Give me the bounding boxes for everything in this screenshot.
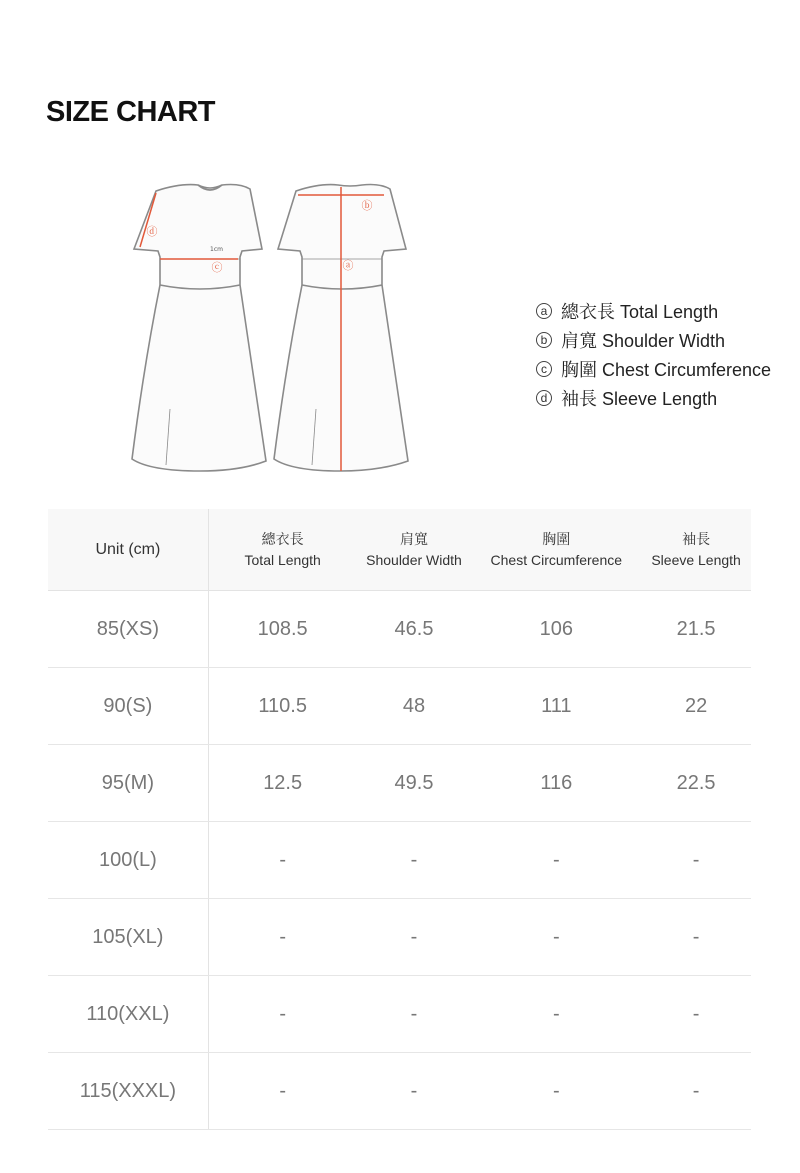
- legend-item-chest-circumference: [536, 354, 771, 383]
- total-length-cell: -: [279, 925, 286, 948]
- sleeve-length-cell: -: [692, 848, 700, 871]
- legend-mark-b: b: [536, 332, 552, 348]
- table-header-row: [48, 509, 751, 591]
- sleeve-length-cell: -: [692, 925, 700, 948]
- table-row: [48, 976, 751, 1053]
- sleeve-length-cell: 22: [684, 694, 708, 717]
- size-cell: 100(L): [48, 822, 209, 898]
- shoulder-width-cell: 48: [402, 694, 426, 717]
- mark-b-label: ⓑ: [361, 199, 373, 212]
- table-row: [48, 745, 751, 822]
- legend-item-sleeve-length: [536, 383, 771, 412]
- sleeve-length-cell: 22.5: [676, 771, 716, 794]
- measurement-legend: [536, 296, 771, 412]
- chest-circumference-cell: 106: [539, 617, 573, 640]
- column-header-en: Total Length: [244, 551, 321, 568]
- table-row: [48, 668, 751, 745]
- size-cell: 85(XS): [48, 591, 209, 667]
- sleeve-length-cell: -: [692, 1079, 700, 1102]
- mark-d-label: ⓓ: [146, 225, 158, 238]
- shoulder-width-cell: -: [410, 925, 418, 948]
- legend-mark-d: d: [536, 390, 552, 406]
- legend-item-shoulder-width: [536, 325, 771, 354]
- legend-label: 袖長 Sleeve Length: [561, 388, 718, 409]
- dress-measurement-diagram: [120, 175, 420, 480]
- sleeve-length-cell: -: [692, 1002, 700, 1025]
- size-table: [48, 509, 751, 1130]
- total-length-cell: 110.5: [258, 694, 307, 717]
- chest-circumference-cell: -: [552, 1079, 560, 1102]
- column-header-chest-circumference: [471, 509, 641, 590]
- chest-circumference-cell: 116: [540, 771, 573, 794]
- chest-circumference-cell: -: [552, 1002, 560, 1025]
- chest-circumference-cell: -: [552, 848, 560, 871]
- total-length-cell: 108.5: [257, 617, 308, 640]
- column-header-en: Shoulder Width: [366, 551, 462, 568]
- size-cell: 110(XXL): [48, 976, 209, 1052]
- column-header-shoulder-width: [357, 509, 472, 590]
- shoulder-width-cell: -: [410, 1079, 418, 1102]
- table-row: [48, 899, 751, 976]
- sleeve-length-cell: 21.5: [676, 617, 716, 640]
- page-title: SIZE CHART: [46, 96, 215, 128]
- mark-a-label: ⓐ: [342, 259, 354, 272]
- shoulder-width-cell: -: [410, 848, 418, 871]
- legend-label: 胸圍 Chest Circumference: [561, 359, 772, 380]
- size-cell: 115(XXXL): [48, 1053, 209, 1129]
- legend-label: 肩寬 Shoulder Width: [561, 330, 726, 351]
- legend-item-total-length: [536, 296, 771, 325]
- chest-circumference-cell: 111: [541, 694, 572, 717]
- legend-label: 總衣長 Total Length: [561, 301, 719, 322]
- total-length-cell: -: [279, 848, 286, 871]
- total-length-cell: -: [279, 1002, 286, 1025]
- table-row: [48, 591, 751, 668]
- column-header-en: Sleeve Length: [651, 551, 741, 568]
- size-cell: 105(XL): [48, 899, 209, 975]
- shoulder-width-cell: -: [410, 1002, 418, 1025]
- size-cell: 90(S): [48, 668, 209, 744]
- size-tag-text: 1cm: [210, 246, 223, 253]
- table-row: [48, 822, 751, 899]
- total-length-cell: 12.5: [263, 771, 303, 794]
- column-header-zh: 總衣長: [261, 530, 304, 547]
- legend-mark-c: c: [536, 361, 552, 377]
- table-row: [48, 1053, 751, 1130]
- legend-mark-a: a: [536, 303, 552, 319]
- column-header-sleeve-length: [641, 509, 751, 590]
- unit-header: Unit (cm): [48, 509, 209, 590]
- total-length-cell: -: [279, 1079, 286, 1102]
- chest-circumference-cell: -: [552, 925, 560, 948]
- column-header-zh: 胸圍: [542, 530, 571, 547]
- shoulder-width-cell: 49.5: [394, 771, 434, 794]
- column-header-zh: 袖長: [682, 530, 711, 547]
- column-header-en: Chest Circumference: [490, 551, 623, 568]
- column-header-zh: 肩寬: [399, 530, 428, 547]
- column-header-total-length: [209, 509, 357, 590]
- size-cell: 95(M): [48, 745, 209, 821]
- mark-c-label: ⓒ: [211, 261, 223, 274]
- shoulder-width-cell: 46.5: [394, 617, 434, 640]
